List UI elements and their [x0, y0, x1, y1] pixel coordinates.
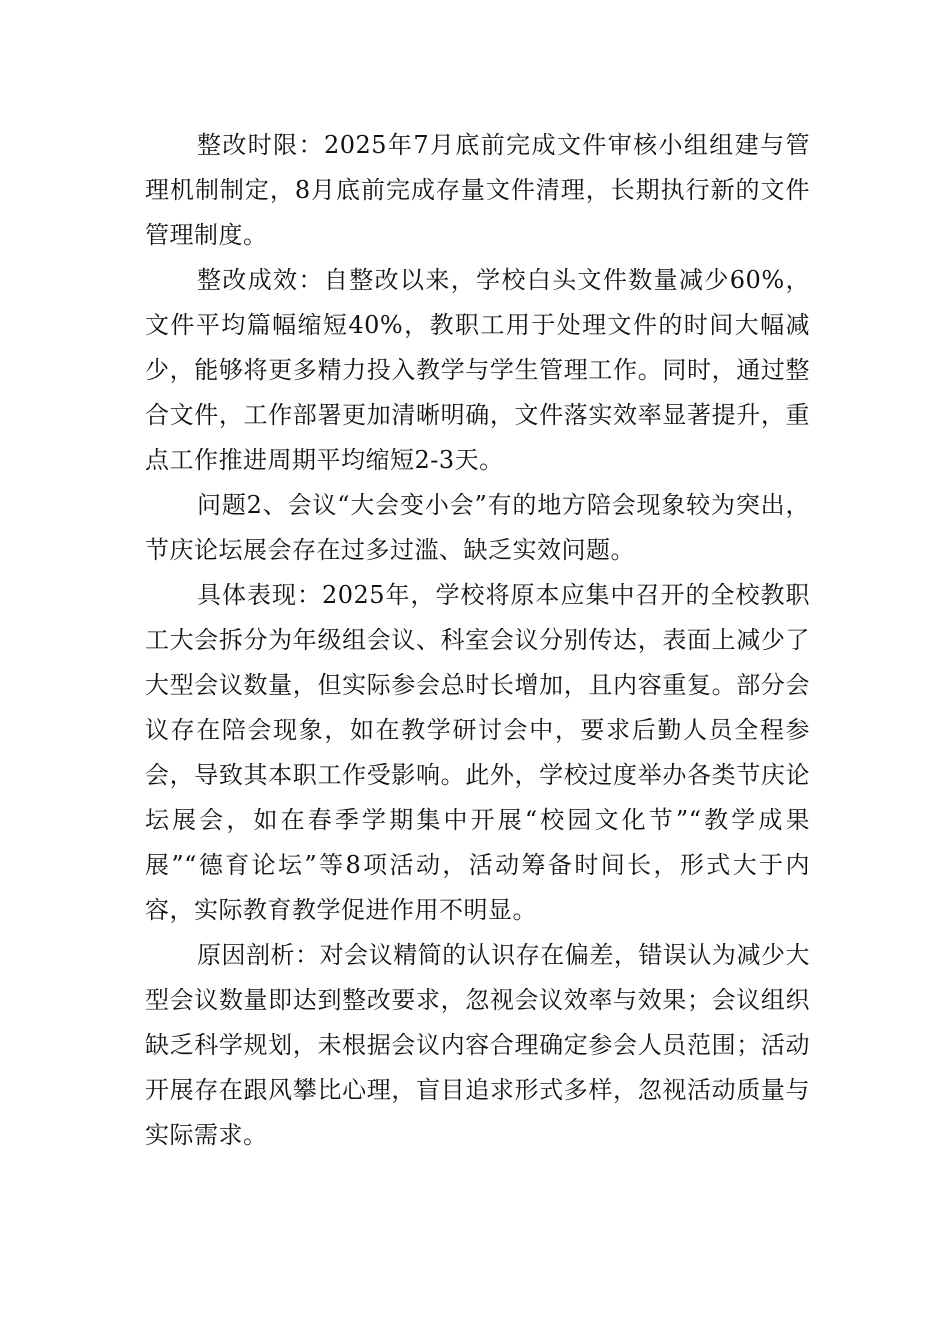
document-page — [145, 123, 810, 1158]
paragraph-cause-analysis: 原因剖析：对会议精简的认识存在偏差，错误认为减少大型会议数量即达到整改要求，忽视会议效率与效果；会议组织缺乏科学规划，未根据会议内容合理确定参会人员范围；活动开展存在跟风攀比心理，盲目追求形式多样，忽视活动质量与实际需求。 — [145, 941, 810, 1149]
paragraph-specific-manifestation: 具体表现：2025年，学校将原本应集中召开的全校教职工大会拆分为年级组会议、科室会议分别传达，表面上减少了大型会议数量，但实际参会总时长增加，且内容重复。部分会议存在陪会现象，如在教学研讨会中，要求后勤人员全程参会，导致其本职工作受影响。此外，学校过度举办各类节庆论坛展会，如在春季学期集中开展“校园文化节”“教学成果展”“德育论坛”等8项活动，活动筹备时间长，形式大于内容，实际教育教学促进作用不明显。 — [145, 581, 810, 924]
paragraph-issue-2: 问题2、会议“大会变小会”有的地方陪会现象较为突出，节庆论坛展会存在过多过滥、缺乏实效问题。 — [145, 491, 810, 564]
paragraph-rectification-deadline: 整改时限：2025年7月底前完成文件审核小组组建与管理机制制定，8月底前完成存量文件清理，长期执行新的文件管理制度。 — [145, 131, 810, 249]
paragraph-rectification-results: 整改成效：自整改以来，学校白头文件数量减少60%，文件平均篇幅缩短40%，教职工用于处理文件的时间大幅减少，能够将更多精力投入教学与学生管理工作。同时，通过整合文件，工作部署更加清晰明确，文件落实效率显著提升，重点工作推进周期平均缩短2-3天。 — [145, 266, 810, 474]
